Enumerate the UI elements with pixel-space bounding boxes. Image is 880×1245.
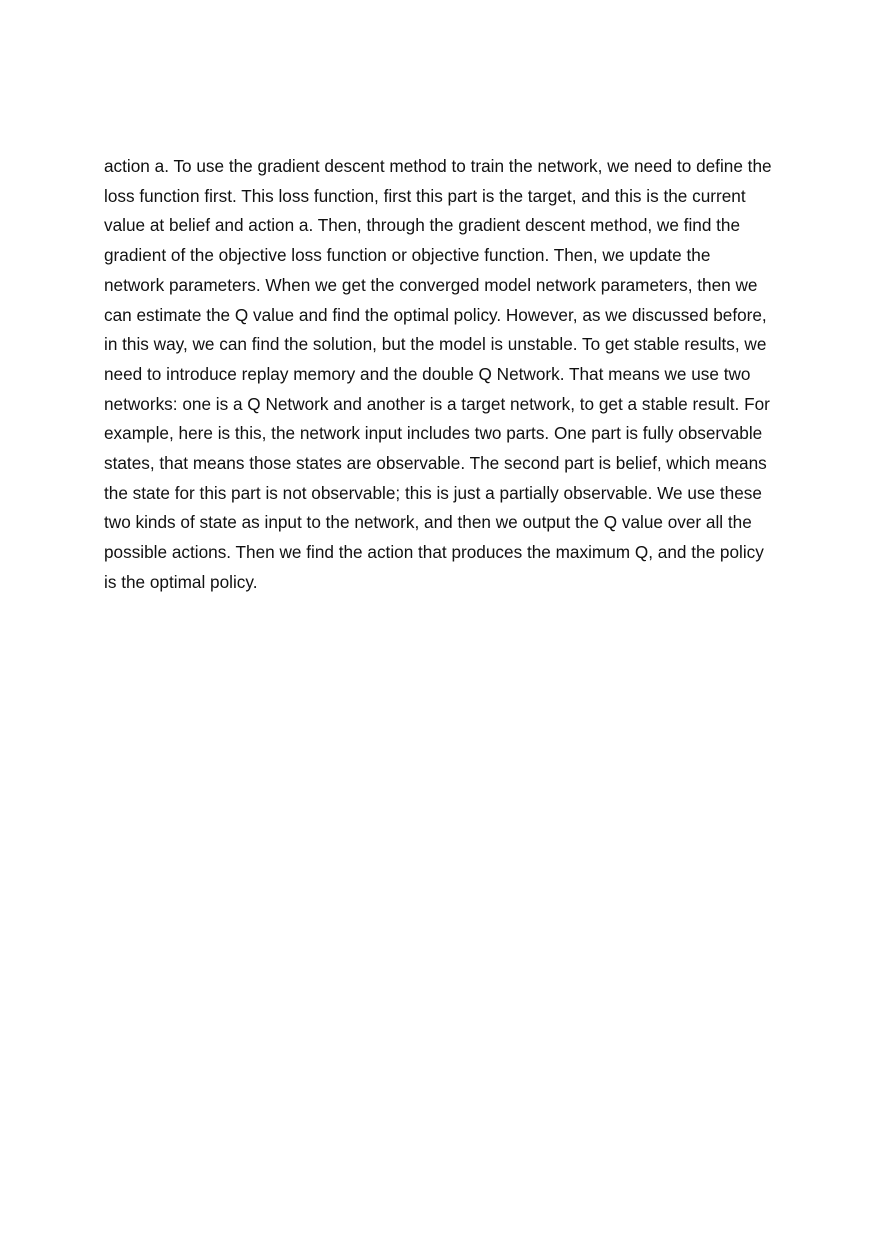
paragraph-line: states, that means those states are observable. The second part is belief, which means (104, 453, 767, 474)
paragraph-line: example, here is this, the network input includes two parts. One part is fully observable (104, 423, 763, 444)
paragraph-line: value at belief and action a. Then, through the gradient descent method, we find the (104, 215, 741, 236)
paragraph-line: is the optimal policy. (104, 571, 258, 592)
paragraph-line: network parameters. When we get the converged model network parameters, then we (104, 274, 758, 295)
body-paragraph (104, 152, 784, 598)
paragraph-line: possible actions. Then we find the action that produces the maximum Q, and the policy (104, 542, 764, 563)
paragraph-line: gradient of the objective loss function or objective function. Then, we update the (104, 245, 711, 266)
paragraph-line: need to introduce replay memory and the double Q Network. That means we use two (104, 363, 751, 384)
paragraph-line: action a. To use the gradient descent method to train the network, we need to define the (104, 156, 772, 176)
paragraph-line: two kinds of state as input to the network, and then we output the Q value over all the (104, 512, 752, 533)
paragraph-line: can estimate the Q value and find the optimal policy. However, as we discussed before, (104, 304, 767, 325)
paragraph-line: networks: one is a Q Network and another is a target network, to get a stable result. For (104, 393, 770, 414)
paragraph-line: the state for this part is not observable; this is just a partially observable. We use these (104, 482, 762, 503)
paragraph-line: loss function first. This loss function, first this part is the target, and this is the current (104, 185, 746, 206)
paragraph-line: in this way, we can find the solution, but the model is unstable. To get stable results, we (104, 334, 767, 355)
